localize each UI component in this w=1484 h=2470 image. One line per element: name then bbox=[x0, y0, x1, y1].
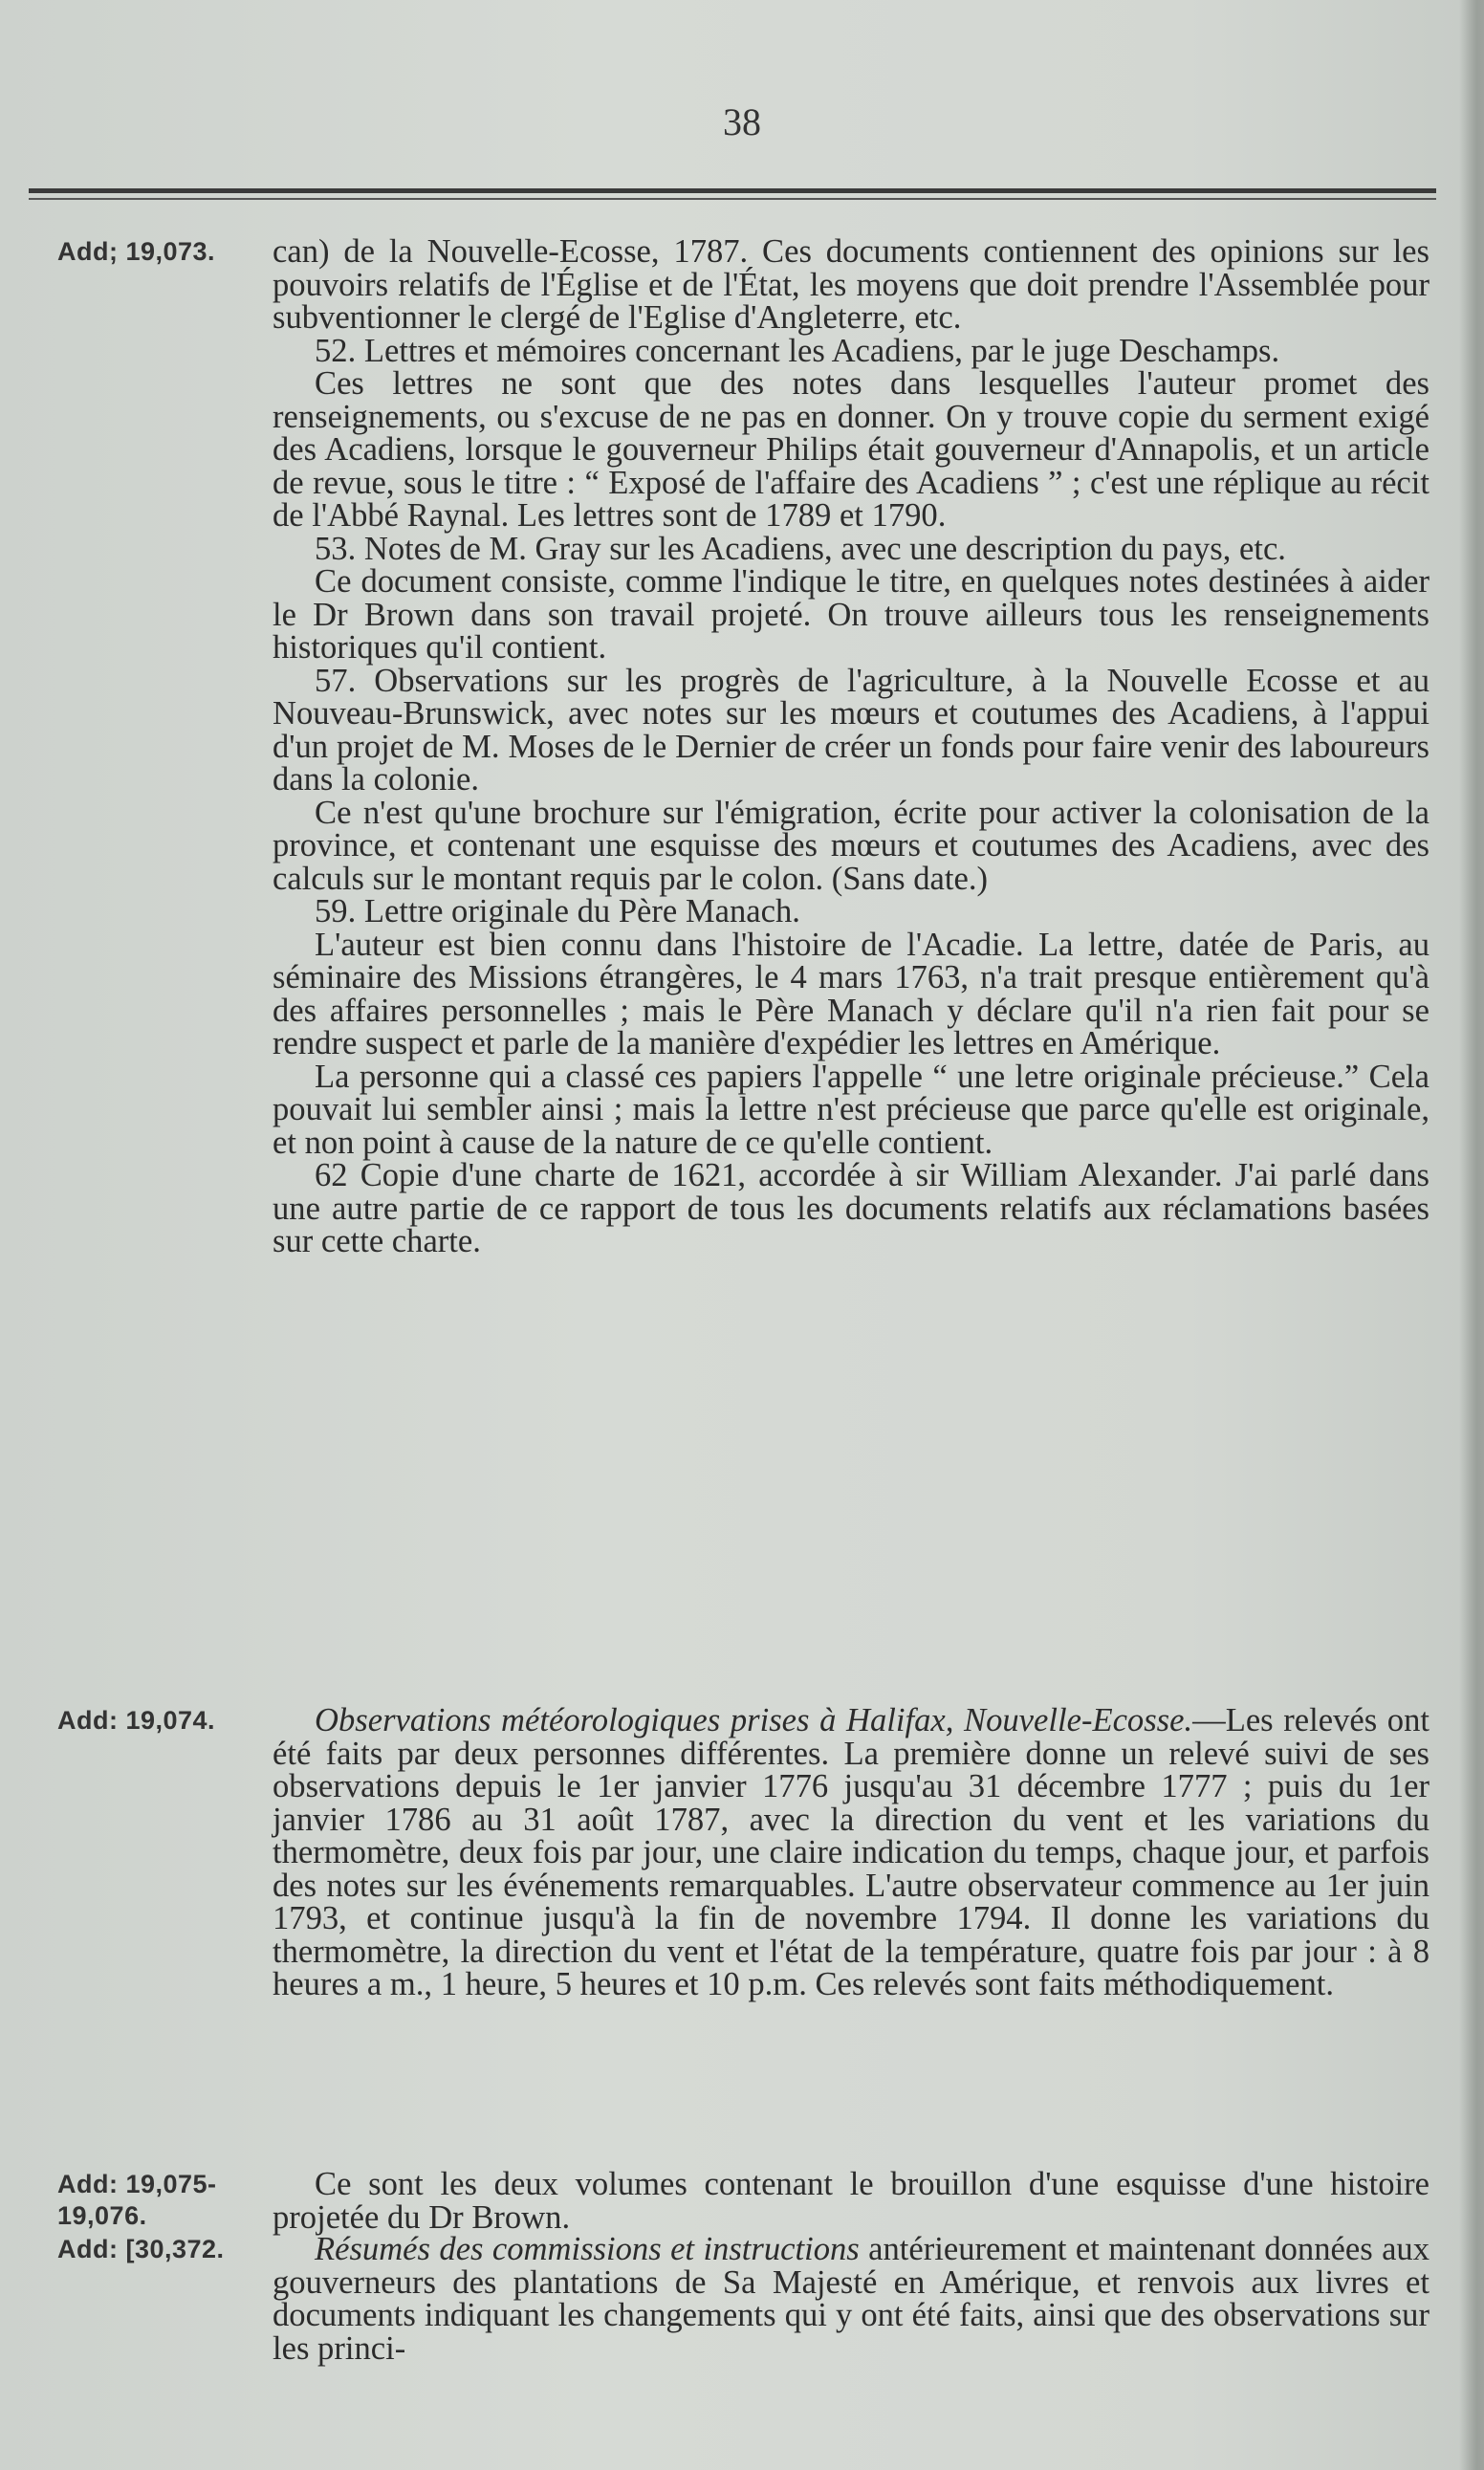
paragraph: 57. Observations sur les progrès de l'agriculture, à la Nouvelle Ecosse et au Nouveau-Brunswick, avec notes sur les mœurs et coutumes des Acadiens, à l'appui d'un projet de M. Moses de le Dernier de créer un fonds pour faire venir des laboureurs dans la colonie. bbox=[273, 662, 1429, 798]
paragraph: 53. Notes de M. Gray sur les Acadiens, avec une description du pays, etc. bbox=[315, 530, 1286, 567]
paragraph: Ce n'est qu'une brochure sur l'émigration, écrite pour activer la colonisation de la province, et contenant une esquisse des mœurs et coutumes des Acadiens, avec des calculs sur le montant requis par le colon. (Sans date.) bbox=[273, 794, 1429, 897]
paragraph: 59. Lettre originale du Père Manach. bbox=[315, 893, 800, 929]
section-19074 bbox=[273, 1704, 1429, 2001]
paragraph: 62 Copie d'une charte de 1621, accordée à sir William Alexander. J'ai parlé dans une autre partie de ce rapport de tous les documents relatifs aux réclamations basées sur cette charte. bbox=[273, 1157, 1429, 1259]
page-number: 38 bbox=[723, 100, 761, 143]
section-text: antérieurement et maintenant données aux gouverneurs des plantations de Sa Majesté en Amérique, et renvois aux livres et documents indiquant les changements qui y ont été faits, ainsi que des observations sur les princi- bbox=[273, 2231, 1429, 2367]
paragraph: Ce sont les deux volumes contenant le brouillon d'une esquisse d'une histoire projetée du Dr Brown. bbox=[273, 2166, 1429, 2236]
page-edge-shadow bbox=[1459, 0, 1484, 2470]
section-text: —Les relevés ont été faits par deux personnes différentes. La première donne un relevé suivi de ses observations depuis le 1er janvier 1776 jusqu'au 31 décembre 1777 ; puis du 1er janvier 1786 au 31 août 1787, avec la direction du vent et les variations du thermomètre, deux fois par jour, une claire indication du temps, chaque jour, et parfois des notes sur les événements remarquables. L'autre observateur commence au 1er juin 1793, et continue jusqu'à la fin de novembre 1794. Il donne les variations du thermomètre, la direction du vent et l'état de la température, quatre fois par jour : à 8 heures a m., 1 heure, 5 heures et 10 p.m. Ces relevés sont faits méthodiquement. bbox=[273, 1702, 1429, 2002]
margin-note-add-30372: Add: [30,372. bbox=[57, 2235, 225, 2263]
margin-note-add-19073: Add; 19,073. bbox=[57, 237, 216, 266]
margin-note-add-19074: Add: 19,074. bbox=[57, 1706, 216, 1735]
paragraph: L'auteur est bien connu dans l'histoire de l'Acadie. La lettre, datée de Paris, au séminaire des Missions étrangères, le 4 mars 1763, n'a trait presque entièrement qu'à des affaires personnelles ; mais le Père Manach y déclare qu'il n'a rien fait pour se rendre suspect et parle de la manière d'expédier les lettres en Amérique. bbox=[273, 926, 1429, 1061]
paragraph bbox=[273, 2233, 1429, 2365]
paragraph: La personne qui a classé ces papiers l'appelle “ une letre originale précieuse.” Cela pouvait lui sembler ainsi ; mais la lettre n'est précieuse que parce qu'elle est originale, et non point à cause de la nature de ce qu'elle contient. bbox=[273, 1058, 1429, 1161]
section-title: Observations météorologiques prises à Halifax, Nouvelle-Ecosse. bbox=[315, 1702, 1193, 1738]
margin-note-add-19076: 19,076. bbox=[57, 2201, 147, 2230]
paragraph: can) de la Nouvelle-Ecosse, 1787. Ces documents contiennent des opinions sur les pouvoirs relatifs de l'Église et de l'État, les moyens que doit prendre l'Assemblée pour subventionner le clergé de l'Eglise d'Angleterre, etc. bbox=[273, 233, 1429, 336]
section-title: Résumés des commissions et instructions bbox=[315, 2231, 860, 2267]
header-rule-thick bbox=[29, 188, 1436, 193]
paragraph: Ce document consiste, comme l'indique le titre, en quelques notes destinées à aider le Dr Brown dans son travail projeté. On trouve ailleurs tous les renseignements historiques qu'il contient. bbox=[273, 563, 1429, 666]
margin-note-add-19075: Add: 19,075- bbox=[57, 2170, 217, 2198]
header-rule-thin bbox=[29, 198, 1436, 200]
section-30372 bbox=[273, 2233, 1429, 2365]
section-19073 bbox=[273, 235, 1429, 1258]
paragraph: Ces lettres ne sont que des notes dans lesquelles l'auteur promet des renseignements, ou s'excuse de ne pas en donner. On y trouve copie du serment exigé des Acadiens, lorsque le gouverneur Philips était gouverneur d'Annapolis, et un article de revue, sous le titre : “ Exposé de l'affaire des Acadiens ” ; c'est une réplique au récit de l'Abbé Raynal. Les lettres sont de 1789 et 1790. bbox=[273, 365, 1429, 534]
paragraph: 52. Lettres et mémoires concernant les Acadiens, par le juge Deschamps. bbox=[315, 332, 1280, 369]
section-19075 bbox=[273, 2168, 1429, 2234]
paragraph bbox=[273, 1704, 1429, 2001]
